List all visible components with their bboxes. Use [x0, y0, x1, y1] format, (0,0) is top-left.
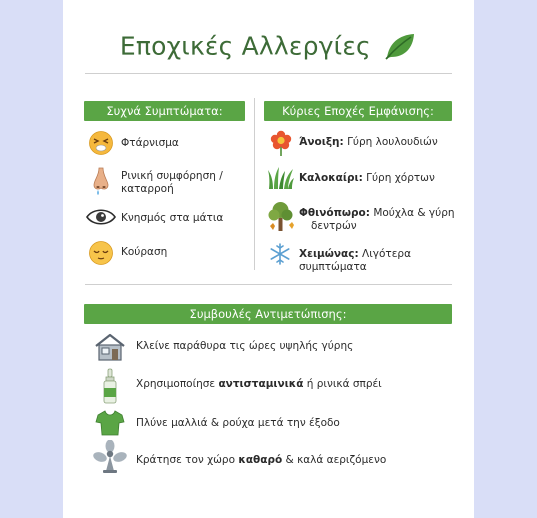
- symptom-congestion-line2: καταρροή: [121, 183, 174, 195]
- season-summer: [299, 172, 435, 185]
- season-autumn-name: Φθινόπωρο:: [299, 207, 370, 219]
- season-spring-name: Άνοιξη:: [299, 136, 344, 148]
- season-winter-name: Χειμώνας:: [299, 248, 359, 260]
- sneeze-face-icon: [88, 130, 114, 156]
- tired-face-icon: [88, 240, 114, 266]
- season-summer-text: Γύρη χόρτων: [366, 172, 435, 184]
- season-spring-text: Γύρη λουλουδιών: [347, 136, 438, 148]
- season-autumn-text-line1: Μούχλα & γύρη: [373, 207, 455, 219]
- tip-keep-clean-bold: καθαρό: [238, 454, 283, 466]
- runny-nose-icon: [90, 166, 112, 196]
- season-autumn: [299, 207, 455, 233]
- tip-antihistamines: [136, 378, 382, 391]
- season-autumn-text-line2: δεντρών: [311, 220, 357, 232]
- house-icon: [94, 333, 126, 361]
- title-text: Εποχικές Αλλεργίες: [119, 31, 371, 61]
- season-winter-text: Λιγότερα συμπτώματα: [299, 248, 411, 273]
- tip-close-windows: Κλείνε παράθυρα τις ώρες υψηλής γύρης: [136, 340, 354, 352]
- symptoms-header: Συχνά Συμπτώματα:: [84, 101, 245, 121]
- symptom-sneezing: Φτάρνισμα: [121, 137, 179, 149]
- symptom-congestion-line1: Ρινική συμφόρηση /: [121, 170, 223, 182]
- season-spring: [299, 136, 438, 149]
- infographic-card: [63, 0, 474, 518]
- section-divider: [85, 284, 452, 285]
- tip-keep-clean: [136, 454, 386, 467]
- nasal-spray-icon: [102, 368, 118, 404]
- eye-icon: [86, 207, 116, 227]
- title-divider: [85, 73, 452, 74]
- tip-keep-clean-post: & καλά αεριζόμενο: [282, 454, 387, 466]
- symptom-congestion: [121, 170, 223, 196]
- season-winter: [299, 248, 474, 274]
- season-summer-name: Καλοκαίρι:: [299, 172, 363, 184]
- shirt-icon: [95, 409, 125, 437]
- leaf-icon: [383, 31, 417, 61]
- seasons-header: Κύριες Εποχές Εμφάνισης:: [264, 101, 452, 121]
- fan-icon: [92, 440, 128, 474]
- tip-antihistamines-post: ή ρινικά σπρέι: [303, 378, 382, 390]
- tip-wash-clothes: Πλύνε μαλλιά & ρούχα μετά την έξοδο: [136, 417, 340, 429]
- tree-icon: [267, 200, 295, 232]
- tip-keep-clean-pre: Κράτησε τον χώρο: [136, 454, 239, 466]
- grass-icon: [267, 166, 295, 190]
- symptom-fatigue: Κούραση: [121, 246, 168, 258]
- flower-icon: [269, 129, 293, 157]
- column-divider: [254, 98, 255, 270]
- tips-header: Συμβουλές Αντιμετώπισης:: [84, 304, 452, 324]
- symptom-itchy-eyes: Κνησμός στα μάτια: [121, 212, 224, 224]
- snowflake-icon: [269, 243, 291, 265]
- tip-antihistamines-bold: αντισταμινικά: [218, 378, 304, 390]
- tip-antihistamines-pre: Χρησιμοποίησε: [136, 378, 219, 390]
- page-title: [63, 30, 474, 61]
